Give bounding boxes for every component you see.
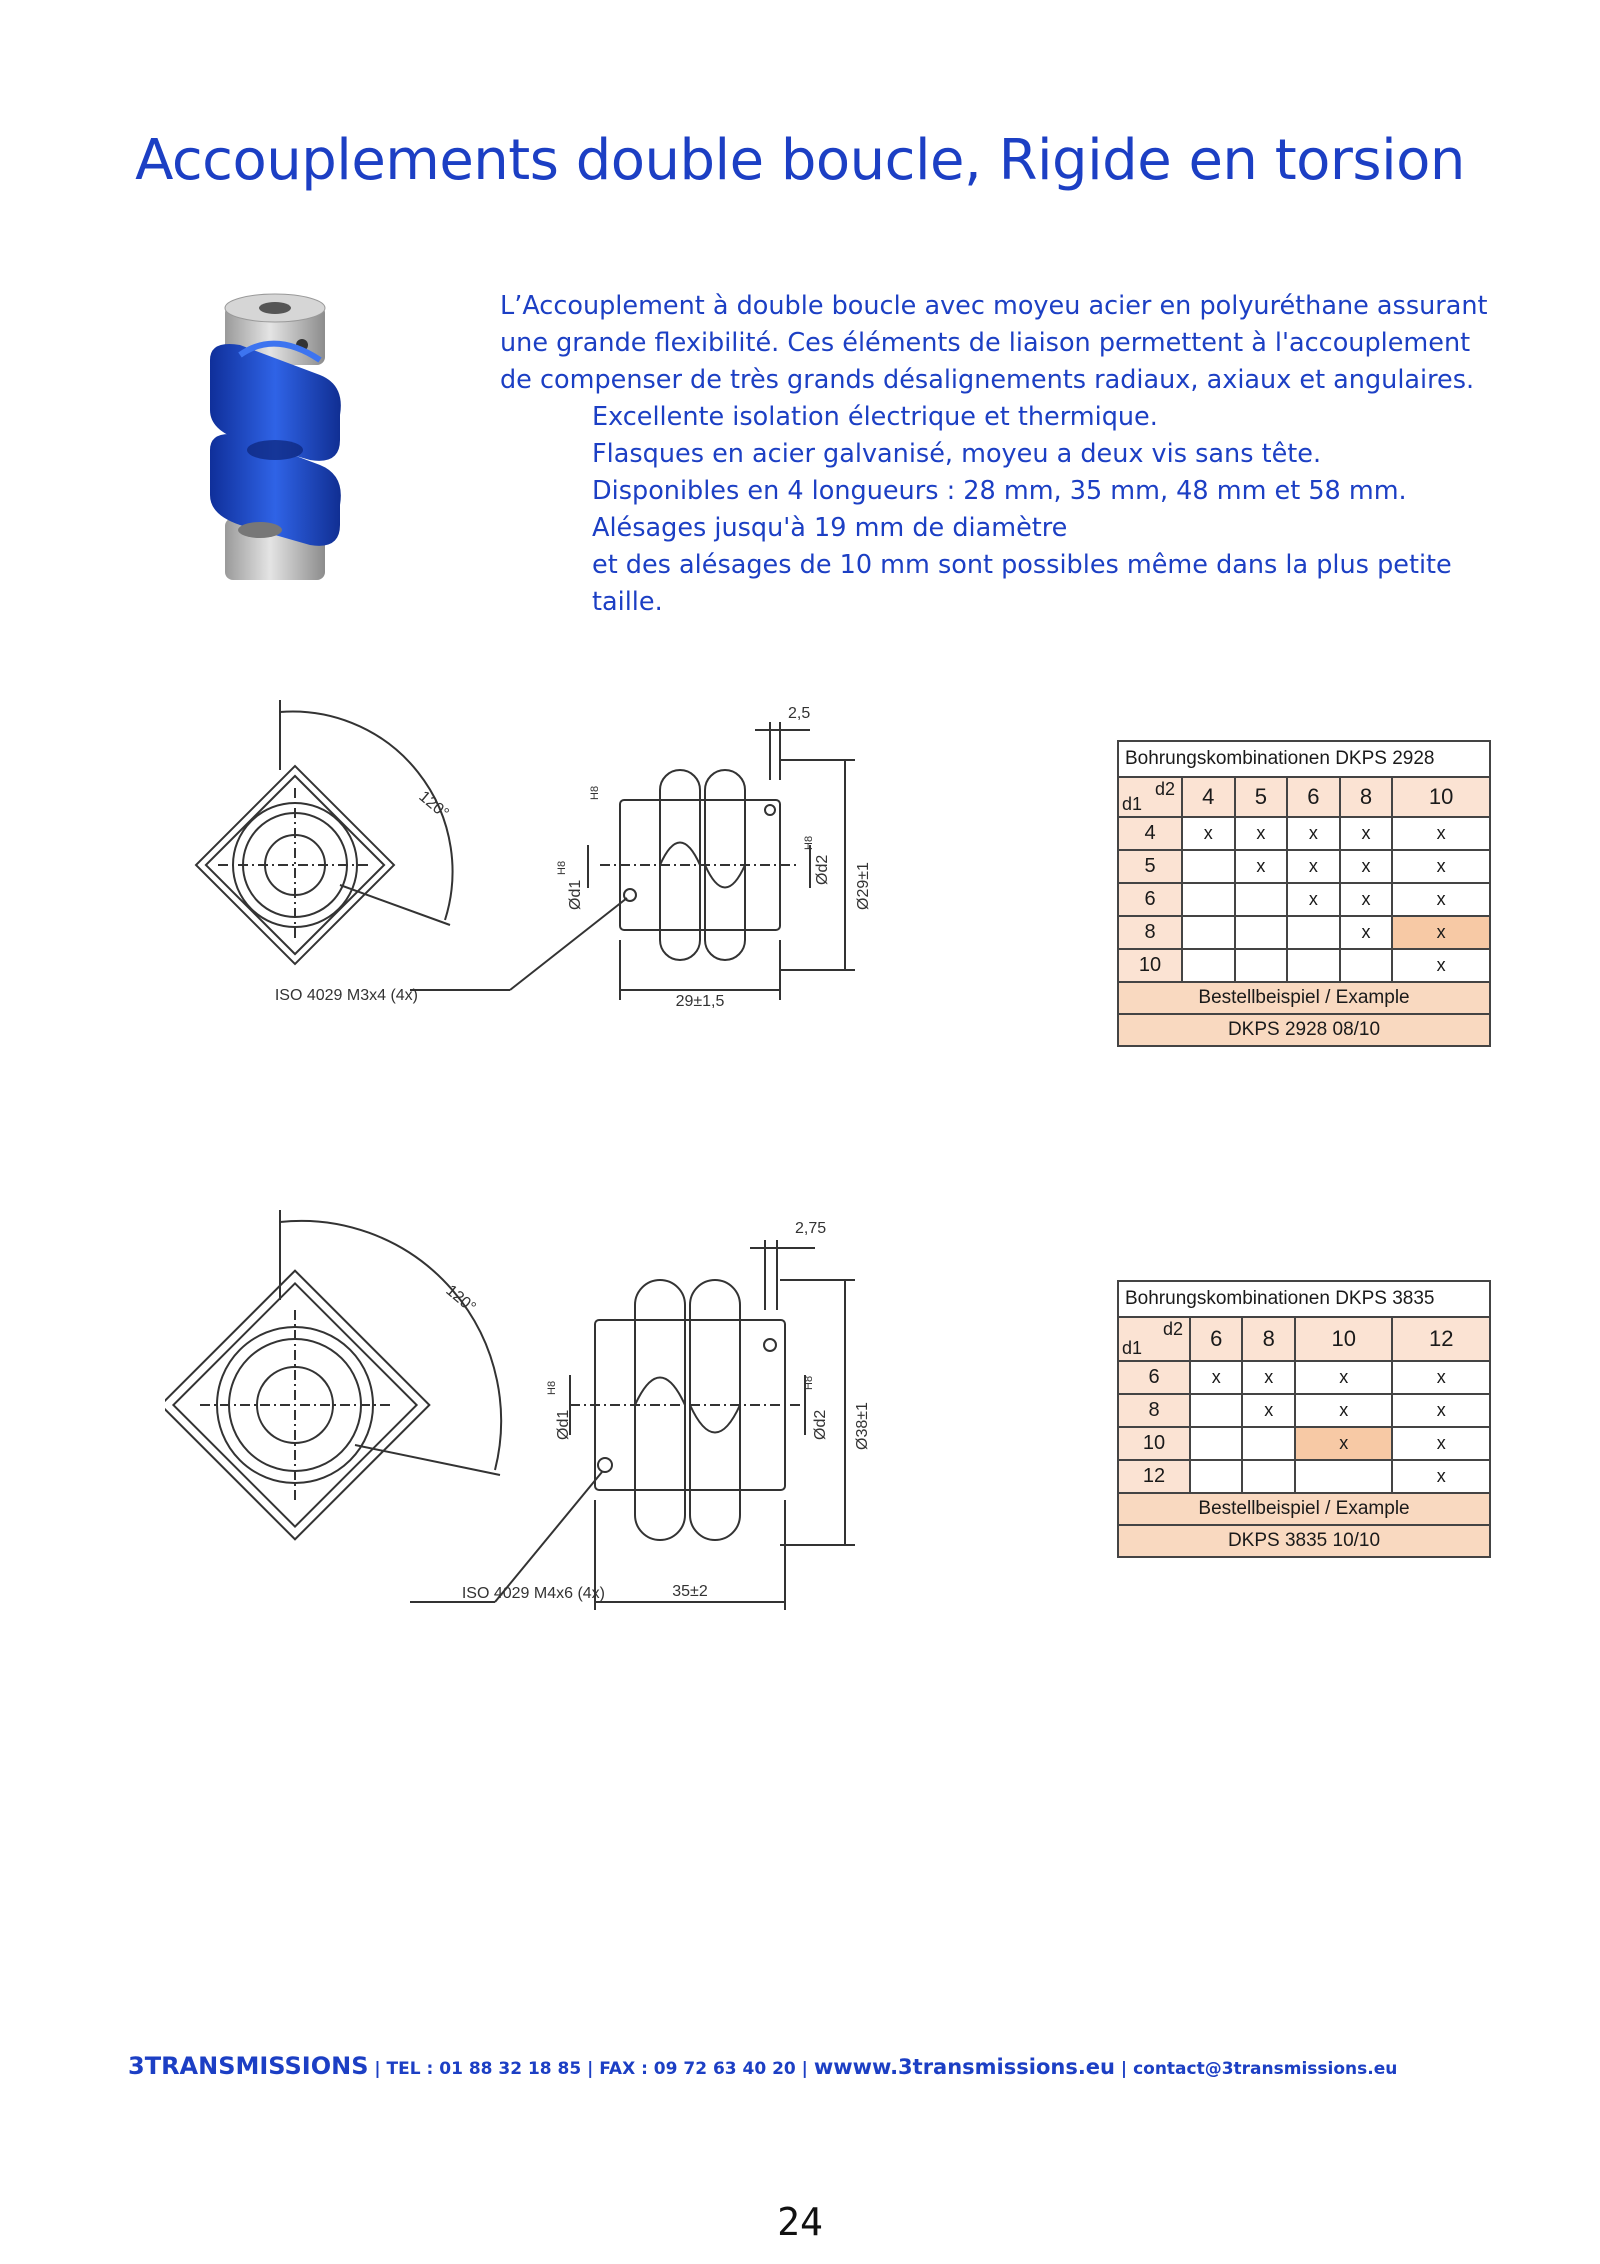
table-cell: x: [1242, 1394, 1294, 1427]
table-cell: x: [1392, 1394, 1490, 1427]
bore-combinations-table-2928: [1117, 740, 1491, 1047]
table-cell: [1287, 916, 1340, 949]
table-cell: x: [1392, 1361, 1490, 1394]
screw-label: ISO 4029 M4x6 (4x): [461, 1585, 605, 1602]
outer-diameter: Ø29±1: [855, 862, 872, 910]
row-header: 6: [1118, 1361, 1190, 1394]
column-header: 6: [1287, 777, 1340, 817]
feature-item: Alésages jusqu'à 19 mm de diamètre: [592, 513, 1068, 543]
d1-tolerance: H8: [556, 860, 568, 875]
row-header: 6: [1118, 883, 1182, 916]
table-cell: x: [1287, 883, 1340, 916]
row-header: 10: [1118, 1427, 1190, 1460]
table-cell: x: [1340, 850, 1393, 883]
table-cell: [1182, 850, 1235, 883]
page-title: Accouplements double boucle, Rigide en torsion: [135, 128, 1465, 193]
column-header: 6: [1190, 1317, 1242, 1361]
technical-drawing-dkps-3835: [165, 1210, 985, 1610]
table-cell: x: [1295, 1361, 1393, 1394]
column-header: 10: [1295, 1317, 1393, 1361]
table-row: [1118, 1361, 1490, 1394]
page-footer: [128, 2052, 1397, 2080]
table-row: [1118, 1394, 1490, 1427]
row-header: 10: [1118, 949, 1182, 982]
table-cell: [1242, 1460, 1294, 1493]
table-row: [1118, 1460, 1490, 1493]
table-cell: x: [1242, 1361, 1294, 1394]
column-header: 5: [1235, 777, 1288, 817]
feature-item: Excellente isolation électrique et thermique.: [592, 402, 1158, 432]
corner-d1: d1: [1122, 794, 1143, 814]
table-cell: x: [1182, 817, 1235, 850]
table-cell: [1190, 1394, 1242, 1427]
table-cell: [1190, 1460, 1242, 1493]
table-cell: [1235, 949, 1288, 982]
feature-list: [500, 399, 1500, 621]
outer-diameter: Ø38±1: [854, 1402, 871, 1450]
footer-brand: 3TRANSMISSIONS: [128, 2052, 369, 2080]
table-row: [1118, 1427, 1490, 1460]
table-row: [1118, 949, 1490, 982]
intro-text: [500, 288, 1500, 621]
table-cell: x: [1287, 817, 1340, 850]
table-cell: [1182, 916, 1235, 949]
table-cell: x: [1340, 916, 1393, 949]
table-cell: x: [1392, 817, 1490, 850]
table-cell: x: [1235, 817, 1288, 850]
table-cell: x: [1392, 1427, 1490, 1460]
angle-label: 120°: [442, 1282, 479, 1317]
length-dimension: 29±1,5: [675, 993, 725, 1010]
table-cell: x: [1287, 850, 1340, 883]
d1-label: Ød1: [567, 879, 584, 910]
angle-label: 120°: [415, 788, 452, 823]
table-row: [1118, 817, 1490, 850]
table-row: [1118, 916, 1490, 949]
d1-tolerance: H8: [546, 1380, 558, 1395]
intro-paragraph: L’Accouplement à double boucle avec moyeu acier en polyuréthane assurant une grande flexibilité. Ces éléments de liaison permettent à l'accouplement de compenser de très grands désalignements radiaux, axiaux et angulaires.: [500, 291, 1488, 395]
feature-item: Disponibles en 4 longueurs : 28 mm, 35 mm, 48 mm et 58 mm.: [592, 476, 1407, 506]
table-cell: [1340, 949, 1393, 982]
table-cell-highlighted: x: [1295, 1427, 1393, 1460]
table-cell: x: [1392, 883, 1490, 916]
table-cell: [1235, 883, 1288, 916]
d2-label: Ød2: [814, 854, 831, 885]
table-row: [1118, 883, 1490, 916]
table-title: Bohrungskombinationen DKPS 3835: [1118, 1281, 1490, 1317]
table-cell: x: [1392, 949, 1490, 982]
table-corner: [1118, 1317, 1190, 1361]
row-header: 12: [1118, 1460, 1190, 1493]
footer-website-link[interactable]: wwww.3transmissions.eu: [813, 2055, 1116, 2079]
coupling-photo: [180, 290, 370, 590]
d2-tolerance: H8: [803, 835, 815, 850]
technical-drawing-dkps-2928: [190, 700, 970, 1030]
table-cell: x: [1392, 1460, 1490, 1493]
length-dimension: 35±2: [672, 1583, 708, 1600]
corner-d1: d1: [1122, 1338, 1143, 1358]
footer-separator: |: [1115, 2059, 1134, 2079]
d2-label: Ød2: [812, 1409, 829, 1440]
row-header: 8: [1118, 916, 1182, 949]
corner-d2: d2: [1162, 1319, 1183, 1339]
table-corner: [1118, 777, 1182, 817]
bore-tolerance: H8: [589, 785, 601, 800]
table-cell: [1235, 916, 1288, 949]
feature-item: et des alésages de 10 mm sont possibles même dans la plus petite taille.: [592, 550, 1452, 617]
top-dimension: 2,5: [788, 705, 811, 722]
column-header: 10: [1392, 777, 1490, 817]
row-header: 4: [1118, 817, 1182, 850]
top-dimension: 2,75: [795, 1220, 827, 1237]
feature-item: Flasques en acier galvanisé, moyeu a deux vis sans tête.: [592, 439, 1322, 469]
column-header: 8: [1242, 1317, 1294, 1361]
footer-contact: | TEL : 01 88 32 18 85 | FAX : 09 72 63 40 20 |: [368, 2059, 814, 2079]
page-number: 24: [777, 2200, 823, 2244]
table-cell: x: [1340, 817, 1393, 850]
table-cell: [1182, 883, 1235, 916]
table-cell: [1242, 1427, 1294, 1460]
table-cell: [1287, 949, 1340, 982]
screw-label: ISO 4029 M3x4 (4x): [274, 987, 418, 1004]
table-cell: x: [1295, 1394, 1393, 1427]
example-label: Bestellbeispiel / Example: [1118, 982, 1490, 1014]
example-label: Bestellbeispiel / Example: [1118, 1493, 1490, 1525]
column-header: 8: [1340, 777, 1393, 817]
example-value: DKPS 2928 08/10: [1118, 1014, 1490, 1046]
d2-tolerance: H8: [803, 1375, 815, 1390]
table-row: [1118, 850, 1490, 883]
footer-email-link[interactable]: contact@3transmissions.eu: [1133, 2059, 1398, 2079]
column-header: 12: [1392, 1317, 1490, 1361]
d1-label: Ød1: [555, 1409, 572, 1440]
corner-d2: d2: [1154, 779, 1175, 799]
table-cell: x: [1340, 883, 1393, 916]
table-cell: [1295, 1460, 1393, 1493]
bore-combinations-table-3835: [1117, 1280, 1491, 1558]
example-value: DKPS 3835 10/10: [1118, 1525, 1490, 1557]
table-cell: [1182, 949, 1235, 982]
table-cell: x: [1235, 850, 1288, 883]
table-cell-highlighted: x: [1392, 916, 1490, 949]
table-cell: [1190, 1427, 1242, 1460]
row-header: 8: [1118, 1394, 1190, 1427]
column-header: 4: [1182, 777, 1235, 817]
table-cell: x: [1190, 1361, 1242, 1394]
table-title: Bohrungskombinationen DKPS 2928: [1118, 741, 1490, 777]
row-header: 5: [1118, 850, 1182, 883]
table-cell: x: [1392, 850, 1490, 883]
